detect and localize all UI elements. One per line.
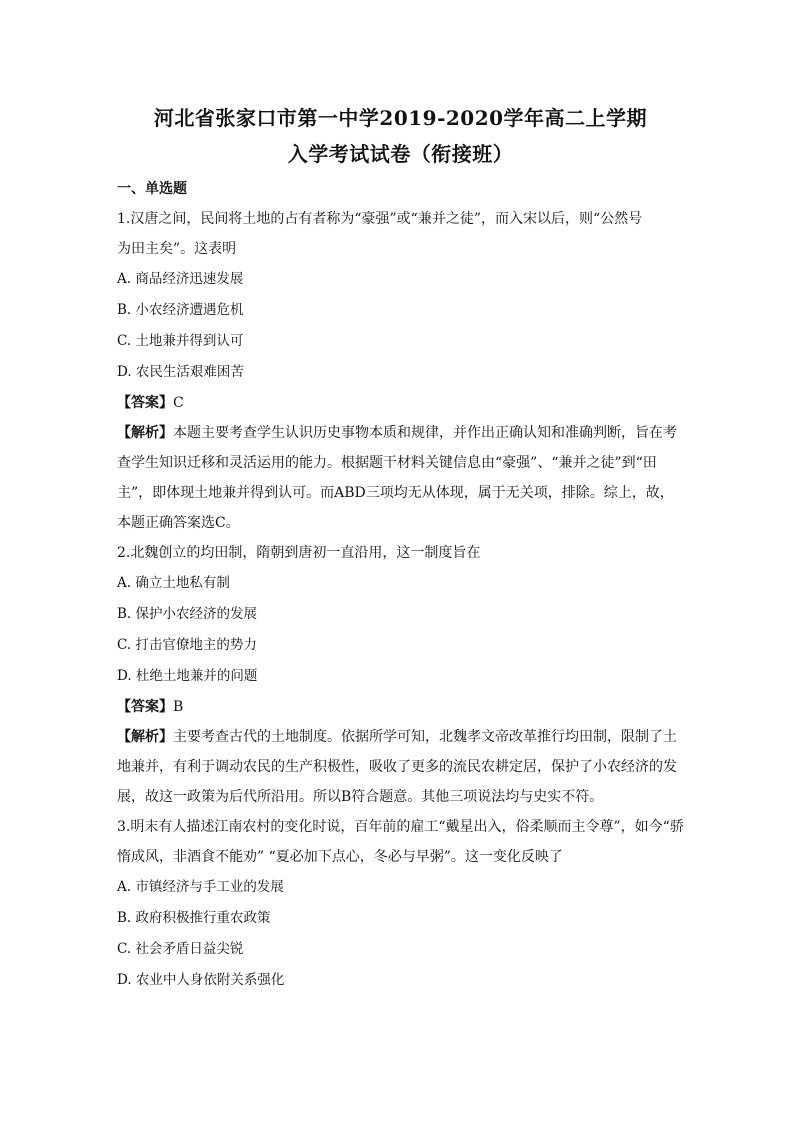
option-d: D. 杜绝土地兼并的问题 — [117, 668, 258, 684]
question-stem-line: 1.汉唐之间，民间将土地的占有者称为“豪强”或“兼并之徒”，而入宋以后，则“公然号 — [117, 211, 643, 227]
option-a: A. 市镇经济与手工业的发展 — [117, 879, 284, 895]
option-b: B. 小农经济遭遇危机 — [117, 302, 244, 318]
analysis-line: 主”，即体现土地兼并得到认可。而ABD三项均无从体现，属于无关项，排除。综上，故， — [117, 485, 674, 501]
answer-line — [117, 692, 684, 722]
option-a: A. 商品经济迅速发展 — [117, 271, 244, 287]
question-stem-line: 为田主矣”。这表明 — [117, 241, 237, 257]
question-stem-line: 惰成风，非酒食不能劝” “夏必加下点心，冬必与早粥”。这一变化反映了 — [117, 849, 563, 865]
question-3 — [117, 812, 684, 996]
analysis-label: 【解析】 — [117, 425, 173, 441]
question-1 — [117, 204, 684, 538]
answer-value: B — [173, 699, 184, 715]
option-d: D. 农民生活艰难困苦 — [117, 364, 244, 380]
exam-title-line1: 河北省张家口市第一中学2019-2020学年高二上学期 — [153, 106, 648, 130]
analysis-line: 地兼并，有利于调动农民的生产积极性，吸收了更多的流民农耕定居，保护了小农经济的发 — [117, 759, 677, 775]
option-b: B. 政府积极推行重农政策 — [117, 910, 271, 926]
analysis-line — [117, 418, 684, 448]
analysis-text: 本题主要考查学生认识历史事物本质和规律，并作出正确认知和准确判断，旨在考 — [173, 425, 677, 441]
analysis-text: 主要考查古代的土地制度。依据所学可知，北魏孝文帝改革推行均田制，限制了土 — [173, 729, 677, 745]
answer-value: C — [173, 395, 184, 411]
analysis-line: 查学生知识迁移和灵活运用的能力。根据题干材料关键信息由“豪强”、“兼并之徒”到“田 — [117, 455, 657, 471]
analysis-line: 本题正确答案选C。 — [117, 515, 240, 531]
answer-label: 【答案】 — [117, 395, 173, 411]
exam-title-line2: 入学考试试卷（衔接班） — [287, 142, 514, 166]
answer-line — [117, 388, 684, 418]
question-stem-line: 3.明末有人描述江南农村的变化时说，百年前的雇工“戴星出入，俗柔顺而主令尊”，如今“骄 — [117, 819, 684, 835]
analysis-line: 展，故这一政策为后代所沿用。所以B符合题意。其他三项说法均与史实不符。 — [117, 789, 604, 805]
section-heading: 一、单选题 — [117, 181, 187, 197]
analysis-label: 【解析】 — [117, 729, 173, 745]
answer-label: 【答案】 — [117, 699, 173, 715]
analysis-line — [117, 722, 684, 752]
option-b: B. 保护小农经济的发展 — [117, 606, 258, 622]
question-2 — [117, 538, 684, 812]
option-d: D. 农业中人身依附关系强化 — [117, 972, 285, 988]
option-a: A. 确立土地私有制 — [117, 575, 230, 591]
option-c: C. 土地兼并得到认可 — [117, 333, 244, 349]
option-c: C. 社会矛盾日益尖锐 — [117, 941, 244, 957]
question-stem-line: 2.北魏创立的均田制，隋朝到唐初一直沿用，这一制度旨在 — [117, 545, 481, 561]
option-c: C. 打击官僚地主的势力 — [117, 637, 257, 653]
